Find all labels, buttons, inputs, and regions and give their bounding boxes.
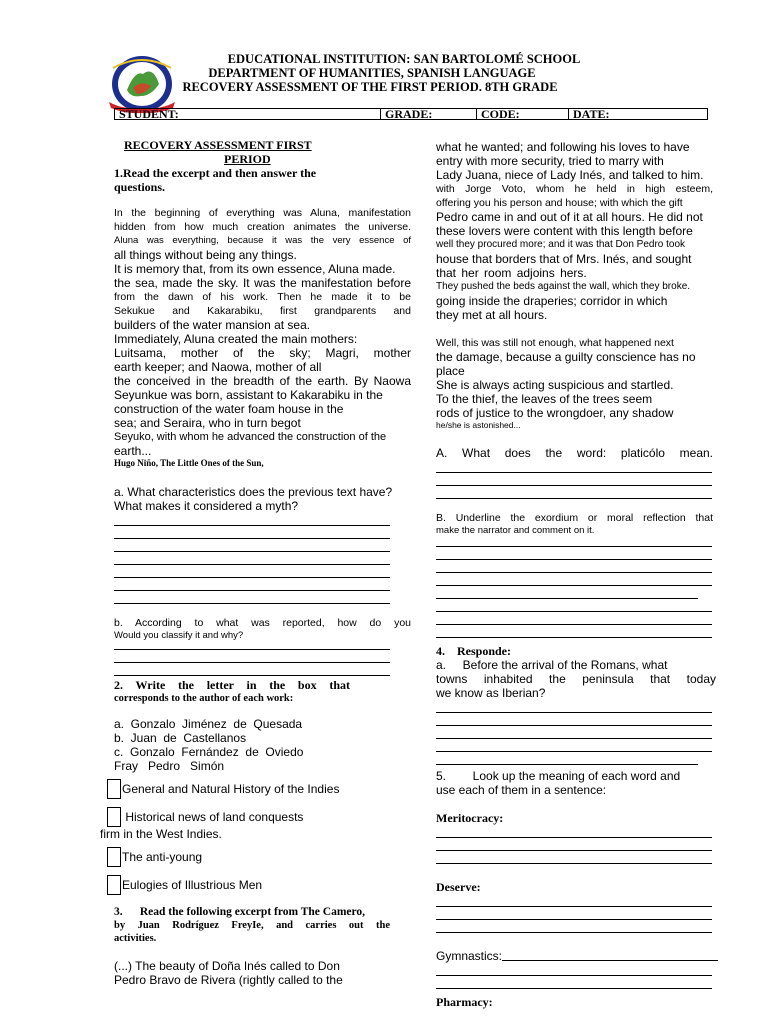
right-column — [436, 140, 716, 1009]
answer-lines-4[interactable] — [436, 700, 712, 765]
excerpt-line: the sea, made the sky. It was the manifestation before — [114, 276, 411, 290]
word-label-gymnastics: Gymnastics: — [436, 949, 718, 963]
excerpt-line: It is memory that, from its own essence, Aluna made. — [114, 262, 396, 276]
excerpt-line: sea; and Seraira, who in turn begot — [114, 416, 301, 430]
story-line: well they procured more; and it was that Don Pedro took — [436, 239, 686, 250]
question-a: a. What characteristics does the previous text have? — [114, 485, 393, 499]
date-field[interactable]: DATE: — [573, 109, 610, 119]
author-option: a. Gonzalo Jiménez de Quesada — [114, 717, 303, 731]
code-field[interactable]: CODE: — [477, 109, 569, 119]
question-5-cont: use each of them in a sentence: — [436, 783, 607, 797]
question-2-cont: corresponds to the author of each work: — [114, 693, 294, 704]
question-4a-cont: towns inhabited the peninsula that today — [436, 672, 716, 686]
question-A: A. What does the word: platicólo mean. — [436, 446, 713, 460]
excerpt-line: from the dawn of his work. Then he made it to be — [114, 291, 411, 303]
word-label-deserve: Deserve: — [436, 880, 481, 894]
story-line: they met at all hours. — [436, 308, 548, 322]
excerpt-line: Seyuko, with whom he advanced the construction of the — [114, 431, 387, 443]
excerpt-line: the conceived in the breadth of the earth. By Naowa — [114, 374, 411, 388]
story-line: To the thief, the leaves of the trees seem — [436, 392, 653, 406]
word-label-meritocracy: Meritocracy: — [436, 811, 504, 825]
question-b: b. According to what was reported, how do you — [114, 617, 411, 629]
answer-lines-B[interactable] — [436, 536, 712, 638]
camero-excerpt: (...) The beauty of Doña Inés called to Don — [114, 959, 340, 973]
grade-field[interactable]: GRADE: — [381, 109, 477, 119]
excerpt-line: hidden from how much creation animates the universe. — [114, 221, 411, 233]
answer-box[interactable] — [107, 875, 121, 895]
answer-box[interactable] — [107, 779, 121, 799]
author-option: Fray Pedro Simón — [114, 759, 225, 773]
question-B: B. Underline the exordium or moral reflection that — [436, 512, 713, 524]
excerpt-line: construction of the water foam house in the — [114, 402, 344, 416]
story-line: They pushed the beds against the wall, which they broke. — [436, 281, 691, 292]
work-item: Historical news of land conquests — [107, 807, 411, 827]
story-line: house that borders that of Mrs. Inés, and sought — [436, 252, 692, 266]
answer-lines-gymnastics[interactable] — [436, 963, 712, 989]
story-line: with Jorge Voto, whom he held in high esteem, — [436, 183, 713, 195]
school-name: EDUCATIONAL INSTITUTION: SAN BARTOLOMÉ SCHOOL — [227, 52, 581, 66]
question-3-cont: activities. — [114, 933, 157, 944]
excerpt-line: earth keeper; and Naowa, mother of all — [114, 360, 322, 374]
excerpt-line: In the beginning of everything was Aluna, manifestation — [114, 207, 411, 219]
story-line: Well, this was still not enough, what happened next — [436, 337, 674, 349]
department-name: DEPARTMENT OF HUMANITIES, SPANISH LANGUAGE — [208, 66, 536, 80]
story-line: the damage, because a guilty conscience has no place — [436, 350, 696, 378]
story-line: going inside the draperies; corridor in which — [436, 294, 668, 308]
word-label-pharmacy: Pharmacy: — [436, 995, 493, 1009]
story-line: these lovers were content with this length before — [436, 224, 693, 238]
question-B-cont: make the narrator and comment on it. — [436, 525, 595, 536]
excerpt-line: Luitsama, mother of the sky; Magri, mother — [114, 346, 411, 360]
excerpt-line: all things without being any things. — [114, 248, 297, 262]
question-3: 3. Read the following excerpt from The Camero, — [114, 906, 366, 918]
student-field[interactable]: STUDENT: — [115, 109, 381, 119]
assessment-title: RECOVERY ASSESSMENT OF THE FIRST PERIOD. 8TH GRADE — [182, 80, 558, 94]
story-line: Pedro came in and out of it at all hours. He did not — [436, 210, 703, 224]
excerpt-line: Seyunkue was born, assistant to Kakarabiku in the — [114, 388, 383, 402]
work-item: General and Natural History of the Indies — [107, 779, 411, 799]
excerpt-line: builders of the water mansion at sea. — [114, 318, 311, 332]
answer-lines-deserve[interactable] — [436, 894, 712, 933]
answer-box[interactable] — [107, 847, 121, 867]
gymnastics-answer-line[interactable] — [502, 949, 718, 961]
story-line: what he wanted; and following his loves to have — [436, 140, 690, 154]
story-line: that her room adjoins hers. — [436, 266, 587, 280]
excerpt-line: earth... — [114, 444, 152, 458]
story-line: he/she is astonished... — [436, 420, 521, 430]
citation: Hugo Niño, The Little Ones of the Sun, — [114, 458, 264, 468]
story-line: rods of justice to the wrongdoer, any shadow — [436, 406, 674, 420]
question-a-cont: What makes it considered a myth? — [114, 499, 299, 513]
author-option: b. Juan de Castellanos — [114, 731, 247, 745]
question-4a-cont: we know as Iberian? — [436, 686, 546, 700]
answer-lines-b[interactable] — [114, 641, 390, 676]
section-title-period: PERIOD — [224, 152, 271, 166]
student-info-table — [114, 108, 708, 120]
answer-lines-a[interactable] — [114, 513, 390, 604]
story-line: offering you his person and house; with which the gift — [436, 197, 683, 209]
work-item: Eulogies of Illustrious Men — [107, 875, 411, 895]
story-line: Lady Juana, niece of Lady Inés, and talked to him. — [436, 168, 704, 182]
left-column — [100, 138, 411, 987]
author-option: c. Gonzalo Fernández de Oviedo — [114, 745, 304, 759]
question-2: 2. Write the letter in the box that — [114, 678, 350, 692]
question-4a: a. Before the arrival of the Romans, what — [436, 658, 668, 672]
work-item-cont: firm in the West Indies. — [100, 827, 222, 841]
excerpt-line: Sekukue and Kakarabiku, first grandparents and — [114, 305, 411, 317]
camero-excerpt: Pedro Bravo de Rivera (rightly called to the — [114, 973, 343, 987]
excerpt-line: Aluna was everything, because it was the very essence of — [114, 235, 411, 246]
work-item: The anti-young — [107, 847, 411, 867]
answer-lines-meritocracy[interactable] — [436, 825, 712, 864]
story-line: She is always acting suspicious and startled. — [436, 378, 674, 392]
question-3-cont: by Juan Rodríguez FreyIe, and carries out the — [114, 920, 390, 931]
answer-lines-A[interactable] — [436, 460, 712, 499]
excerpt-line: Immediately, Aluna created the main mothers: — [114, 332, 358, 346]
answer-box[interactable] — [107, 807, 121, 827]
story-line: entry with more security, tried to marry with — [436, 154, 664, 168]
question-4: 4. Responde: — [436, 644, 512, 658]
section-title: RECOVERY ASSESSMENT FIRST — [124, 138, 312, 152]
question-1: 1.Read the excerpt and then answer the questions. — [114, 166, 317, 194]
question-b-cont: Would you classify it and why? — [114, 630, 244, 641]
question-5: 5. Look up the meaning of each word and — [436, 769, 681, 783]
